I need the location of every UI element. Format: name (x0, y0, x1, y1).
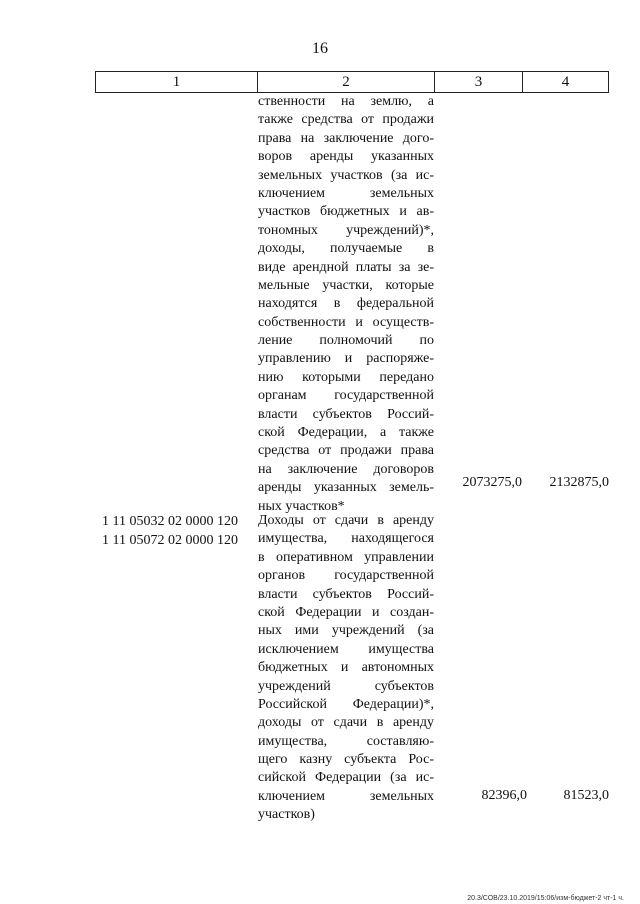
row-2-col4-value: 81523,0 (563, 788, 609, 803)
description-line: бюджетных и автономных (258, 660, 434, 676)
footer-stamp: 20.3/СОВ/23.10.2019/15:06/изм-бюджет-2 чт-1 ч. (467, 895, 624, 902)
description-line: земельных участков (за ис- (258, 167, 434, 183)
description-line: права на заключение дого- (258, 130, 434, 146)
row-1-description (258, 93, 434, 516)
description-line: в оперативном управлении (258, 549, 434, 565)
description-line: исключением имущества (258, 641, 434, 657)
description-line: также средства от продажи (258, 112, 434, 128)
description-line: находятся в федеральной (258, 296, 434, 312)
table-header (95, 71, 609, 93)
description-line: участков бюджетных и ав- (258, 204, 434, 220)
description-line: ключением земельных (258, 185, 434, 201)
description-line: собственности и осуществ- (258, 314, 434, 330)
header-col-3: 3 (435, 72, 523, 92)
description-line: средства от продажи права (258, 443, 434, 459)
description-line: мельные участки, которые (258, 277, 434, 293)
description-line: учреждений субъектов (258, 678, 434, 694)
description-line: имущества, составляю- (258, 733, 434, 749)
description-line: власти субъектов Россий- (258, 586, 434, 602)
description-line: ской Федерации, а также (258, 425, 434, 441)
description-line: Российской Федерации)*, (258, 696, 434, 712)
row-2-col3-value: 82396,0 (481, 788, 527, 803)
row-2-description (258, 512, 434, 825)
description-line: воров аренды указанных (258, 149, 434, 165)
description-line: щего казну субъекта Рос- (258, 752, 434, 768)
page-number: 16 (312, 40, 328, 57)
description-line: ных участков* (258, 498, 345, 514)
row-2-codes (102, 512, 238, 550)
row-2-code-2: 1 11 05072 02 0000 120 (102, 533, 238, 548)
row-1-col3-value: 2073275,0 (462, 475, 522, 490)
description-line: на заключение договоров (258, 461, 434, 477)
description-line: органов государственной (258, 568, 434, 584)
description-line: ственности на землю, а (258, 94, 434, 109)
description-line: аренды указанных земель- (258, 480, 434, 496)
description-line: тономных учреждений)*, (258, 222, 434, 238)
description-line: виде арендной платы за зе- (258, 259, 434, 275)
description-line: ключением земельных (258, 788, 434, 804)
header-col-2: 2 (258, 72, 435, 92)
description-line: органам государственной (258, 388, 434, 404)
header-col-1: 1 (96, 72, 258, 92)
description-line: сийской Федерации (за ис- (258, 770, 434, 786)
header-col-4: 4 (561, 74, 570, 90)
description-line: нию которыми передано (258, 369, 434, 385)
description-line: ление полномочий по (258, 333, 434, 349)
description-line: власти субъектов Россий- (258, 406, 434, 422)
description-line: ных ими учреждений (за (258, 623, 434, 639)
description-line: управлению и распоряже- (258, 351, 434, 367)
description-line: имущества, находящегося (258, 531, 434, 547)
description-line: Доходы от сдачи в аренду (258, 513, 434, 528)
description-line: ской Федерации и создан- (258, 604, 434, 620)
row-1-col4-value: 2132875,0 (549, 475, 609, 490)
description-line: участков) (258, 807, 315, 823)
description-line: доходы, получаемые в (258, 241, 434, 257)
row-2-code-1: 1 11 05032 02 0000 120 (102, 514, 238, 529)
description-line: доходы от сдачи в аренду (258, 715, 434, 731)
